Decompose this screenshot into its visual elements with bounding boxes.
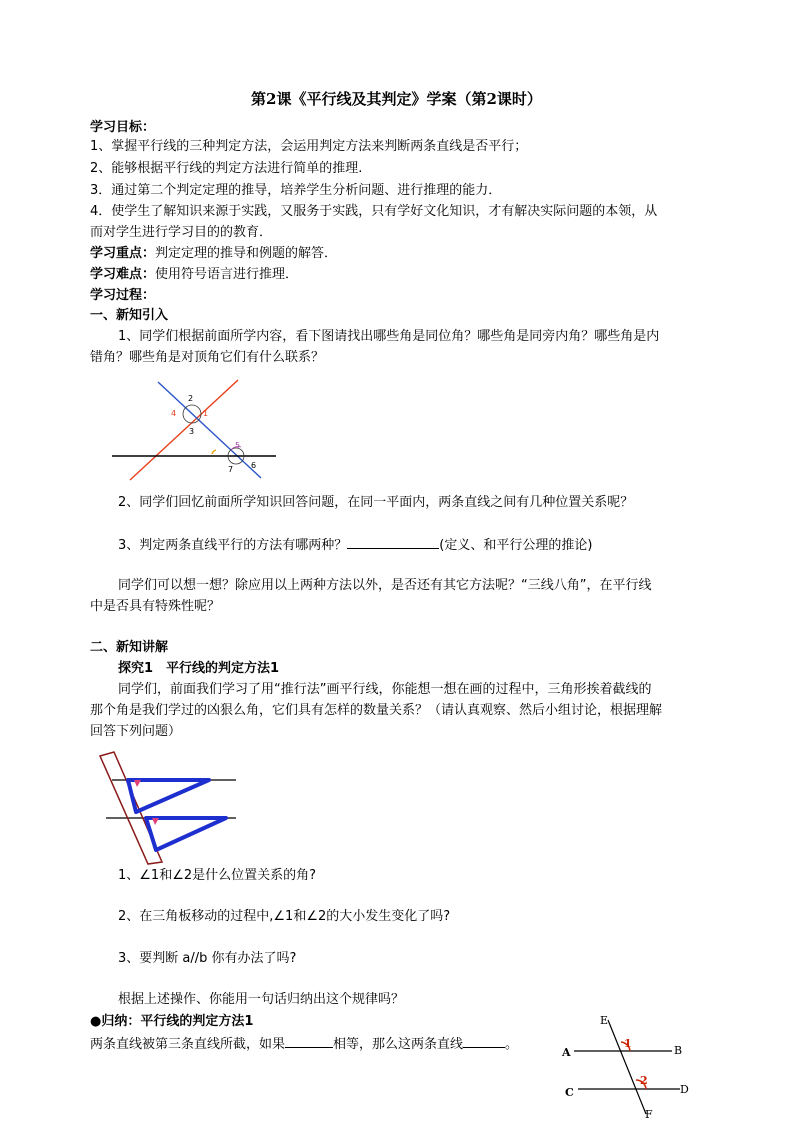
triangle-board-top <box>128 780 209 812</box>
page-title: 第2课《平行线及其判定》学案（第2课时） <box>251 90 542 108</box>
angle-label-7: 7 <box>228 465 234 474</box>
point-e-label: E <box>600 1014 609 1027</box>
angle-label-3: 3 <box>189 427 195 436</box>
induction-text-a: 两条直线被第三条直线所截，如果 <box>90 1037 286 1052</box>
question-3-text: 3、判定两条直线平行的方法有哪两种？ <box>118 538 348 553</box>
section1-question-1: 1、同学们根据前面所学内容，看下图请找出哪些角是同位角？哪些角是同旁内角？哪些角是内 <box>118 329 660 344</box>
point-a-label: A <box>562 1046 571 1059</box>
angle-2-label: 2 <box>640 1074 648 1087</box>
angle-arc-yellow <box>212 450 216 454</box>
induction-label: ●归纳：平行线的判定方法1 <box>90 1014 254 1029</box>
objective-item-3: 3．通过第二个判定定理的推导，培养学生分析问题、进行推理的能力． <box>90 183 502 198</box>
induction-blank-2[interactable] <box>463 1034 505 1048</box>
section1-question-1-cont: 错角？哪些角是对顶角它们有什么联系？ <box>90 350 325 365</box>
triangle-board-bottom <box>146 818 226 850</box>
objective-item-4: 4．使学生了解知识来源于实践，又服务于实践，只有学好文化知识，才有解决实际问题的本领，从 <box>90 204 658 219</box>
explore-heading: 探究1 平行线的判定方法1 <box>118 661 280 676</box>
angle-label-2: 2 <box>188 394 194 403</box>
answer-blank[interactable] <box>347 535 439 549</box>
objective-item-4-cont: 而对学生进行学习目的的教育． <box>90 225 273 240</box>
point-f-label: F <box>645 1108 653 1121</box>
section2-question-3: 3、要判断 a//b 你有办法了吗? <box>118 951 297 966</box>
section1-question-3 <box>118 535 592 555</box>
red-transversal-line <box>130 380 241 480</box>
angle-label-1: 1 <box>203 409 209 418</box>
question-3-hint: (定义、和平行公理的推论) <box>439 538 593 553</box>
key-point-label: 学习重点： <box>90 246 156 261</box>
think-line-1: 同学们可以想一想？除应用以上两种方法以外，是否还有其它方法呢？“三线八角”，在平行线 <box>118 578 652 593</box>
induction-statement <box>90 1034 518 1054</box>
intro-line-3: 回答下列问题） <box>90 724 182 739</box>
key-point-text: 判定定理的推导和例题的解答． <box>155 246 338 261</box>
process-heading: 学习过程： <box>90 288 156 303</box>
objectives-heading: 学习目标： <box>90 120 156 135</box>
induction-blank-1[interactable] <box>285 1034 333 1048</box>
difficulty <box>90 266 298 284</box>
ruler <box>100 752 162 864</box>
section2-heading: 二、新知讲解 <box>90 640 169 655</box>
difficulty-text: 使用符号语言进行推理． <box>155 267 299 282</box>
section1-heading: 一、新知引入 <box>90 308 169 323</box>
induction-text-c: 。 <box>505 1037 519 1052</box>
angle-label-4: 4 <box>171 409 177 418</box>
blue-transversal-line <box>158 382 261 478</box>
angle-mark-1 <box>134 780 141 787</box>
induction-text-b: 相等，那么这两条直线 <box>333 1037 464 1052</box>
objective-item-2: 2、能够根据平行线的判定方法进行简单的推理. <box>90 161 363 176</box>
section2-question-1: 1、∠1和∠2是什么位置关系的角? <box>118 868 317 883</box>
line-ef <box>608 1020 646 1114</box>
angle-mark-2 <box>152 818 159 825</box>
difficulty-label: 学习难点： <box>90 267 156 282</box>
point-d-label: D <box>680 1083 689 1096</box>
section1-question-2: 2、同学们回忆前面所学知识回答问题，在同一平面内，两条直线之间有几种位置关系呢？ <box>118 495 634 510</box>
parallel-lines-figure <box>560 1010 700 1122</box>
angle-label-6: 6 <box>251 461 257 470</box>
ruler-triangle-figure <box>100 750 245 865</box>
point-c-label: C <box>565 1086 574 1099</box>
key-point <box>90 245 337 263</box>
summary-prompt: 根据上述操作、你能用一句话归纳出这个规律吗？ <box>118 992 405 1007</box>
angle-label-5: 5 <box>235 441 241 450</box>
angles-figure <box>108 378 278 483</box>
intro-line-2: 那个角是我们学过的凶狠么角，它们具有怎样的数量关系？（请认真观察、然后小组讨论，根据理解 <box>90 703 663 718</box>
think-line-2: 中是否具有特殊性呢？ <box>90 599 221 614</box>
intro-line-1: 同学们，前面我们学习了用“推行法”画平行线，你能想一想在画的过程中，三角形挨着截线的 <box>118 682 652 697</box>
objective-item-1: 1、掌握平行线的三种判定方法，会运用判定方法来判断两条直线是否平行； <box>90 139 528 154</box>
angle-1-label: 1 <box>624 1037 632 1050</box>
point-b-label: B <box>674 1044 683 1057</box>
section2-question-2: 2、在三角板移动的过程中,∠1和∠2的大小发生变化了吗? <box>118 909 451 924</box>
